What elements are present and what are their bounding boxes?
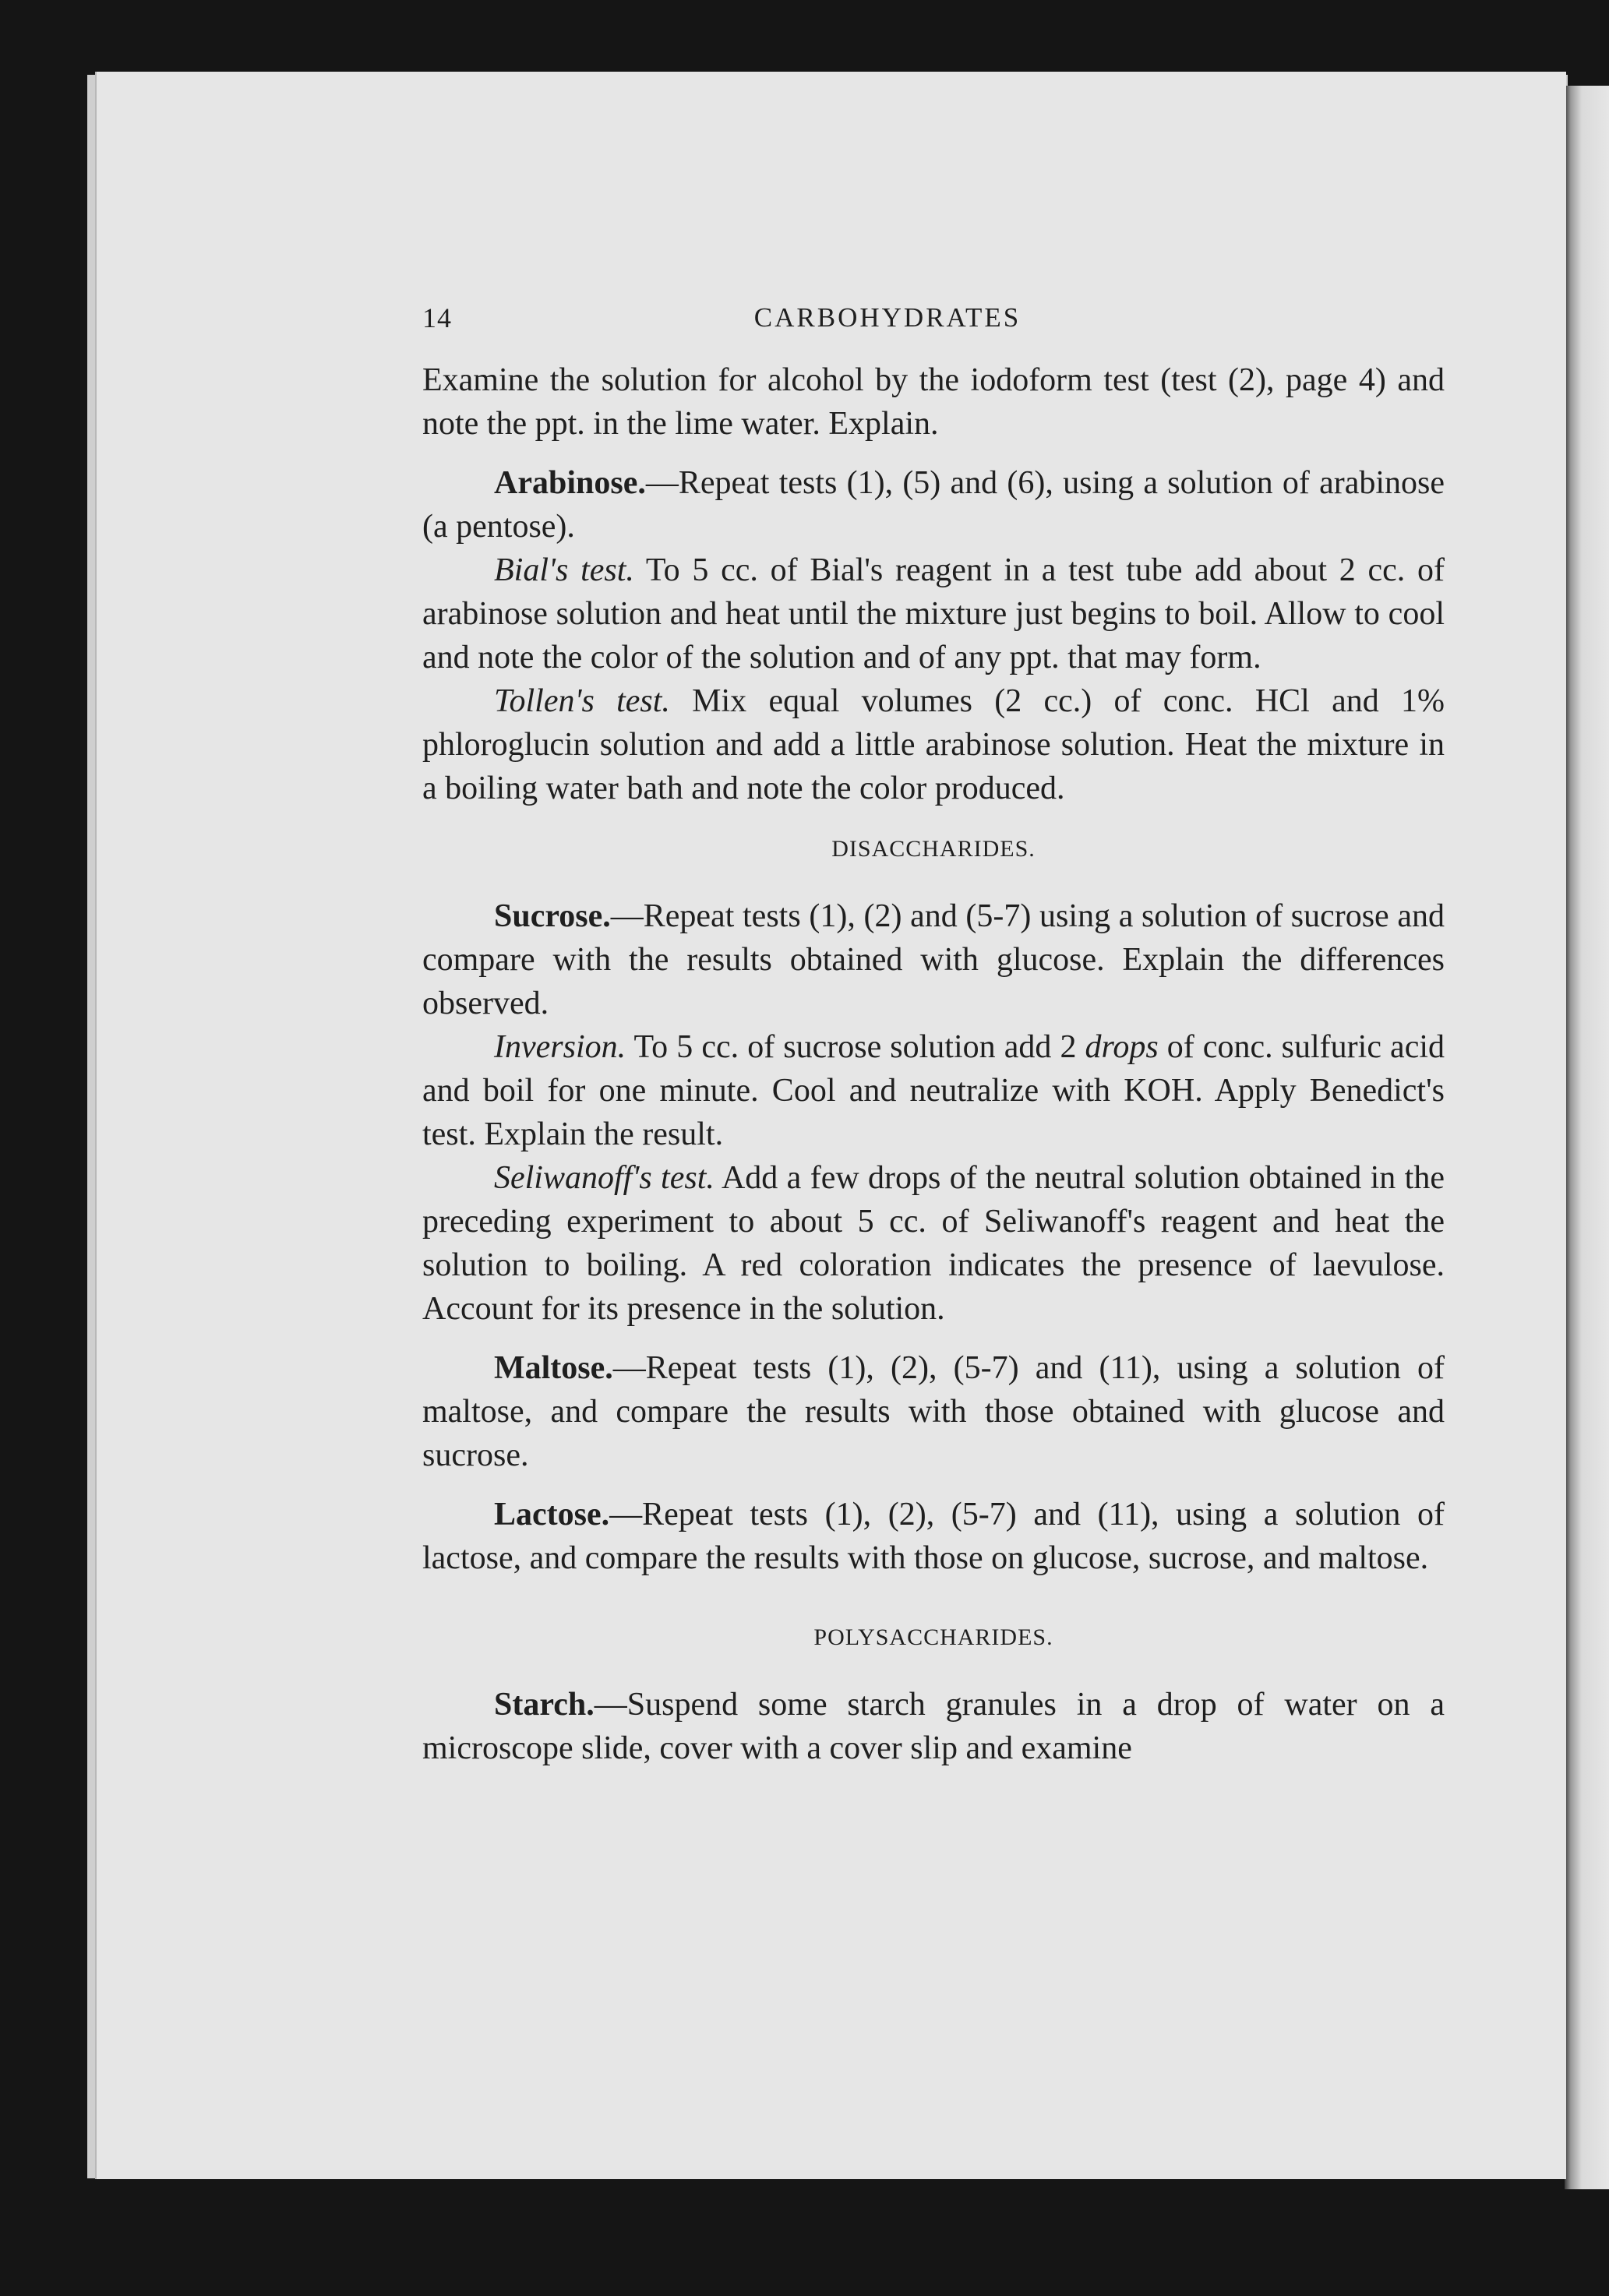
- inversion-paragraph: [422, 1025, 1445, 1156]
- seliwanoff-lead: Seliwanoff's test.: [494, 1160, 715, 1196]
- starch-text: —Suspend some starch granules in a drop of water on a microscope slide, cover with a cover slip and examine: [422, 1687, 1445, 1766]
- lactose-lead: Lactose.: [494, 1497, 610, 1532]
- page-text: [330, 296, 1445, 1770]
- bial-paragraph: [422, 548, 1445, 679]
- tollen-lead: Tollen's test.: [494, 683, 670, 719]
- arabinose-text: —Repeat tests (1), (5) and (6), using a solution of arabinose (a pentose).: [422, 465, 1445, 545]
- sucrose-paragraph: [422, 894, 1445, 1025]
- disaccharides-heading: DISACCHARIDES.: [831, 836, 1036, 862]
- sucrose-text: —Repeat tests (1), (2) and (5-7) using a solution of sucrose and compare with the results obtained with glucose. Explain the differences observed.: [422, 898, 1445, 1021]
- maltose-text: —Repeat tests (1), (2), (5-7) and (11), using a solution of maltose, and compare the results with those obtained with glucose and sucrose.: [422, 1350, 1445, 1473]
- tollen-paragraph: [422, 679, 1445, 810]
- adjacent-page-edge: [1565, 86, 1609, 2189]
- starch-paragraph: [422, 1683, 1445, 1770]
- inversion-lead: Inversion.: [494, 1029, 626, 1065]
- page-number: 14: [422, 302, 452, 333]
- starch-lead: Starch.: [494, 1687, 595, 1723]
- maltose-lead: Maltose.: [494, 1350, 613, 1386]
- seliwanoff-paragraph: [422, 1156, 1445, 1331]
- sucrose-lead: Sucrose.: [494, 898, 611, 934]
- inversion-drops: drops: [1085, 1029, 1159, 1065]
- maltose-paragraph: [422, 1346, 1445, 1477]
- running-head: CARBOHYDRATES: [753, 302, 1022, 333]
- lactose-paragraph: [422, 1493, 1445, 1580]
- seliwanoff-text: Add a few drops of the neutral solution obtained in the preceding experiment to about 5 cc. of Seliwanoff's reagent and heat the solution to boiling. A red coloration indicates the presence of laevulose. Account for its presence in the solution.: [422, 1160, 1445, 1327]
- page-header: [330, 296, 1445, 358]
- arabinose-paragraph: [422, 461, 1445, 548]
- inversion-text-b: of conc. sulfuric acid and boil for one minute. Cool and neutralize with KOH. Apply Benedict's test. Explain the result.: [422, 1029, 1445, 1152]
- arabinose-lead: Arabinose.: [494, 465, 646, 501]
- bial-text: To 5 cc. of Bial's reagent in a test tube add about 2 cc. of arabinose solution and heat until the mixture just begins to boil. Allow to cool and note the color of the solution and of any ppt. that may form.: [422, 552, 1445, 675]
- intro-paragraph: Examine the solution for alcohol by the iodoform test (test (2), page 4) and note the ppt. in the lime water. Explain.: [422, 362, 1445, 442]
- tollen-text: Mix equal volumes (2 cc.) of conc. HCl and 1% phloroglucin solution and add a little arabinose solution. Heat the mixture in a boiling water bath and note the color produced.: [422, 683, 1445, 806]
- lactose-text: —Repeat tests (1), (2), (5-7) and (11), using a solution of lactose, and compare the results with those on glucose, sucrose, and maltose.: [422, 1497, 1445, 1576]
- polysaccharides-heading: POLYSACCHARIDES.: [813, 1624, 1053, 1650]
- inversion-text-a: To 5 cc. of sucrose solution add 2: [626, 1029, 1085, 1065]
- bial-lead: Bial's test.: [494, 552, 634, 588]
